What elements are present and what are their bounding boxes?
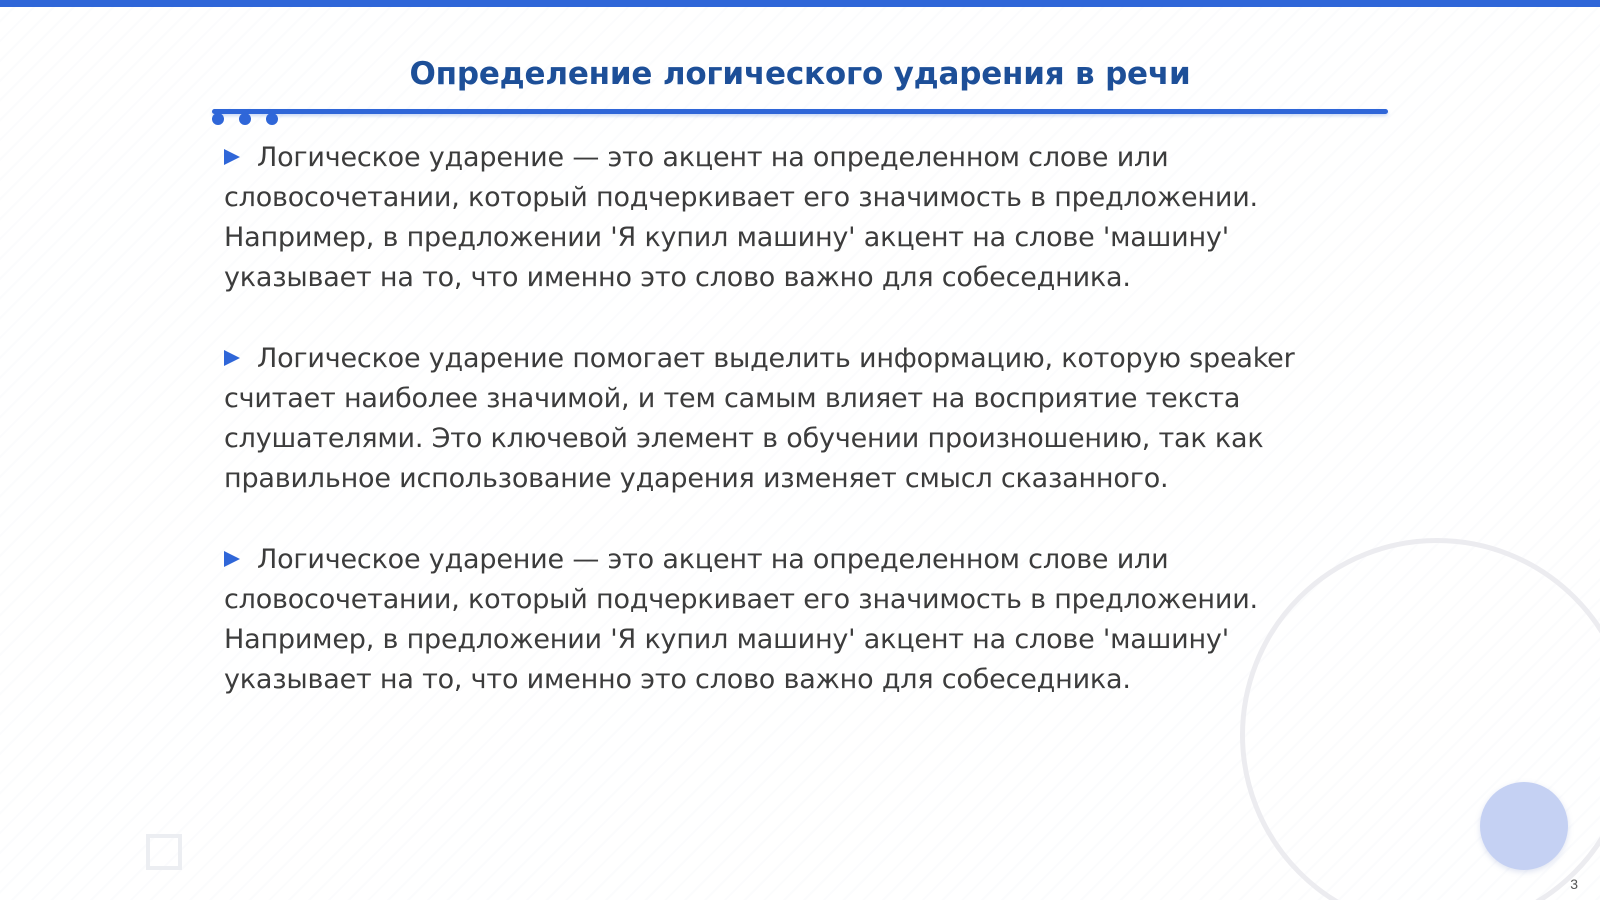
bullet-text-2: Логическое ударение помогает выделить информацию, которую speaker считает наиболее значимой, и тем самым влияет на восприятие текста слушателями. Это ключевой элемент в обучении произношению, так как правильное использование ударения изменяет смысл сказанного. (224, 343, 1295, 494)
slide-title: Определение логического ударения в речи (409, 56, 1191, 92)
decor-square-outline (146, 834, 182, 870)
decor-dot-1 (212, 113, 224, 125)
bullet-paragraph-1 (224, 138, 1334, 298)
triangle-right-icon (224, 551, 240, 567)
bullet-text-3: Логическое ударение — это акцент на определенном слове или словосочетании, который подчеркивает его значимость в предложении. Например, в предложении 'Я купил машину' акцент на слове 'машину' указывает на то, что именно это слово важно для собеседника. (224, 544, 1258, 695)
decor-dot-3 (266, 113, 278, 125)
top-accent-bar (0, 0, 1600, 7)
decor-dot-2 (239, 113, 251, 125)
title-underline (212, 109, 1388, 114)
page-number: 3 (1570, 876, 1578, 892)
decor-circle-filled (1480, 782, 1568, 870)
bullet-list (224, 138, 1334, 741)
triangle-right-icon (224, 350, 240, 366)
bullet-text-1: Логическое ударение — это акцент на определенном слове или словосочетании, который подчеркивает его значимость в предложении. Например, в предложении 'Я купил машину' акцент на слове 'машину' указывает на то, что именно это слово важно для собеседника. (224, 142, 1258, 293)
bullet-paragraph-2 (224, 339, 1334, 499)
bullet-paragraph-3 (224, 540, 1334, 700)
triangle-right-icon (224, 149, 240, 165)
